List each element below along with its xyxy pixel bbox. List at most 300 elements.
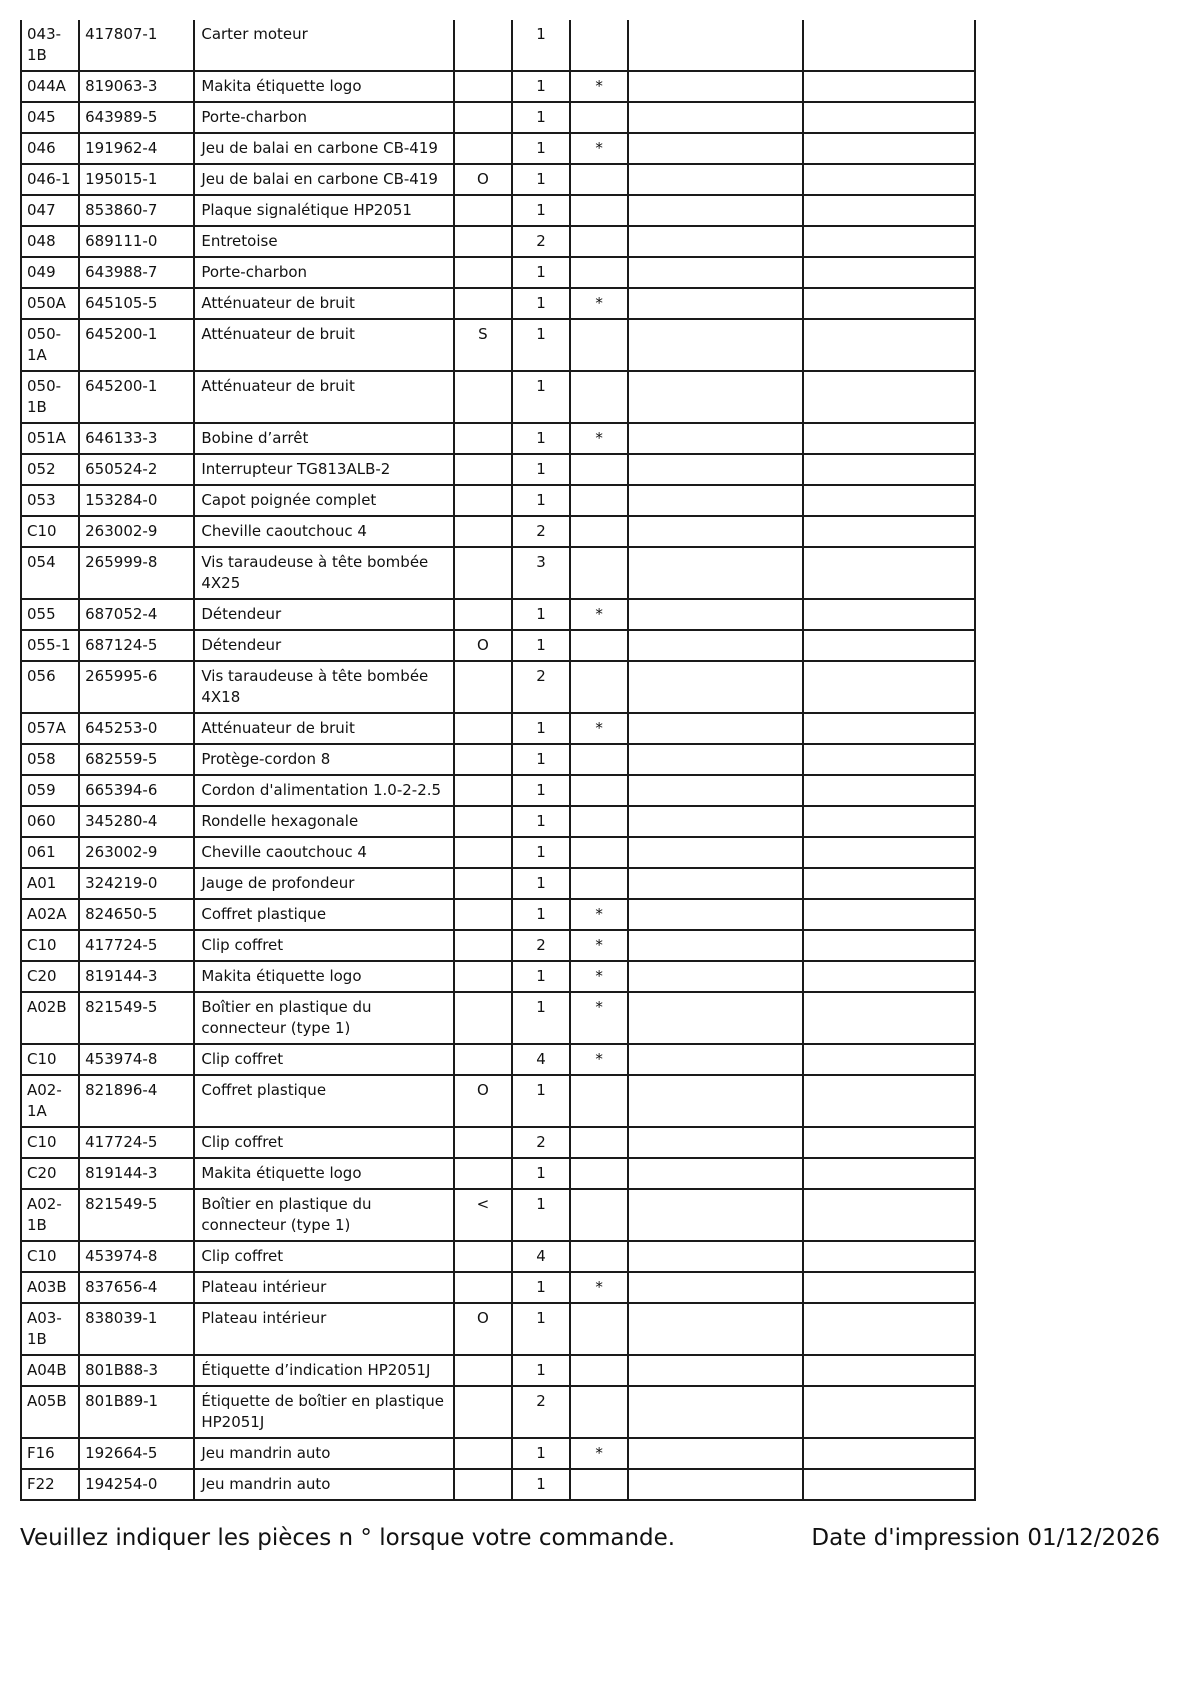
quantity-cell: 2 — [512, 661, 570, 713]
description-cell: Plateau intérieur — [194, 1303, 453, 1355]
mark-cell — [570, 102, 628, 133]
item-number-cell: A05B — [21, 1386, 79, 1438]
part-number-cell: 265995-6 — [79, 661, 194, 713]
note-cell — [454, 195, 512, 226]
description-cell: Porte-charbon — [194, 102, 453, 133]
part-number-cell: 687124-5 — [79, 630, 194, 661]
table-row — [21, 423, 975, 454]
description-cell: Atténuateur de bruit — [194, 319, 453, 371]
mark-cell — [570, 1469, 628, 1500]
item-number-cell: 058 — [21, 744, 79, 775]
quantity-cell: 1 — [512, 899, 570, 930]
quantity-cell: 1 — [512, 806, 570, 837]
quantity-cell: 1 — [512, 164, 570, 195]
item-number-cell: A04B — [21, 1355, 79, 1386]
item-number-cell: 056 — [21, 661, 79, 713]
empty-cell — [628, 1272, 802, 1303]
description-cell: Clip coffret — [194, 1241, 453, 1272]
table-row — [21, 1272, 975, 1303]
empty-cell — [628, 899, 802, 930]
item-number-cell: 057A — [21, 713, 79, 744]
note-cell — [454, 1044, 512, 1075]
description-cell: Coffret plastique — [194, 899, 453, 930]
empty-cell — [628, 20, 802, 71]
note-cell — [454, 775, 512, 806]
table-row — [21, 992, 975, 1044]
note-cell: O — [454, 630, 512, 661]
note-cell: < — [454, 1189, 512, 1241]
part-number-cell: 682559-5 — [79, 744, 194, 775]
note-cell — [454, 1438, 512, 1469]
note-cell — [454, 599, 512, 630]
note-cell — [454, 661, 512, 713]
part-number-cell: 801B89-1 — [79, 1386, 194, 1438]
order-note: Veuillez indiquer les pièces n ° lorsque votre commande. — [20, 1525, 676, 1551]
quantity-cell: 1 — [512, 71, 570, 102]
table-row — [21, 133, 975, 164]
item-number-cell: C10 — [21, 930, 79, 961]
table-row — [21, 1158, 975, 1189]
item-number-cell: C10 — [21, 1241, 79, 1272]
description-cell: Atténuateur de bruit — [194, 371, 453, 423]
description-cell: Clip coffret — [194, 1127, 453, 1158]
part-number-cell: 643989-5 — [79, 102, 194, 133]
table-row — [21, 1469, 975, 1500]
item-number-cell: 055-1 — [21, 630, 79, 661]
description-cell: Détendeur — [194, 630, 453, 661]
empty-cell — [628, 1158, 802, 1189]
quantity-cell: 1 — [512, 133, 570, 164]
item-number-cell: 050A — [21, 288, 79, 319]
note-cell — [454, 485, 512, 516]
empty-cell — [628, 661, 802, 713]
quantity-cell: 1 — [512, 599, 570, 630]
empty-cell — [628, 454, 802, 485]
empty-cell — [628, 71, 802, 102]
description-cell: Coffret plastique — [194, 1075, 453, 1127]
part-number-cell: 838039-1 — [79, 1303, 194, 1355]
quantity-cell: 1 — [512, 1469, 570, 1500]
item-number-cell: 061 — [21, 837, 79, 868]
note-cell — [454, 71, 512, 102]
table-row — [21, 599, 975, 630]
table-row — [21, 164, 975, 195]
note-cell — [454, 547, 512, 599]
quantity-cell: 1 — [512, 1355, 570, 1386]
empty-cell — [803, 1272, 975, 1303]
part-number-cell: 263002-9 — [79, 516, 194, 547]
empty-cell — [628, 102, 802, 133]
item-number-cell: 055 — [21, 599, 79, 630]
empty-cell — [803, 661, 975, 713]
description-cell: Boîtier en plastique du connecteur (type 1) — [194, 992, 453, 1044]
table-row — [21, 516, 975, 547]
empty-cell — [628, 713, 802, 744]
description-cell: Jauge de profondeur — [194, 868, 453, 899]
description-cell: Étiquette d’indication HP2051J — [194, 1355, 453, 1386]
mark-cell: * — [570, 961, 628, 992]
mark-cell — [570, 20, 628, 71]
table-row — [21, 1386, 975, 1438]
empty-cell — [803, 164, 975, 195]
description-cell: Atténuateur de bruit — [194, 288, 453, 319]
item-number-cell: A03-1B — [21, 1303, 79, 1355]
table-row — [21, 319, 975, 371]
mark-cell — [570, 516, 628, 547]
table-row — [21, 547, 975, 599]
print-date: Date d'impression 01/12/2026 — [811, 1525, 1160, 1551]
empty-cell — [628, 744, 802, 775]
note-cell — [454, 454, 512, 485]
quantity-cell: 3 — [512, 547, 570, 599]
empty-cell — [803, 1189, 975, 1241]
quantity-cell: 1 — [512, 868, 570, 899]
mark-cell: * — [570, 899, 628, 930]
description-cell: Boîtier en plastique du connecteur (type 1) — [194, 1189, 453, 1241]
empty-cell — [803, 961, 975, 992]
mark-cell: * — [570, 288, 628, 319]
description-cell: Interrupteur TG813ALB-2 — [194, 454, 453, 485]
empty-cell — [803, 1044, 975, 1075]
description-cell: Plaque signalétique HP2051 — [194, 195, 453, 226]
note-cell — [454, 20, 512, 71]
empty-cell — [628, 961, 802, 992]
mark-cell — [570, 485, 628, 516]
quantity-cell: 1 — [512, 288, 570, 319]
mark-cell — [570, 661, 628, 713]
empty-cell — [803, 713, 975, 744]
part-number-cell: 853860-7 — [79, 195, 194, 226]
quantity-cell: 1 — [512, 713, 570, 744]
item-number-cell: 053 — [21, 485, 79, 516]
empty-cell — [803, 1241, 975, 1272]
empty-cell — [803, 226, 975, 257]
quantity-cell: 1 — [512, 1075, 570, 1127]
item-number-cell: F16 — [21, 1438, 79, 1469]
note-cell — [454, 516, 512, 547]
note-cell: S — [454, 319, 512, 371]
empty-cell — [803, 71, 975, 102]
description-cell: Clip coffret — [194, 1044, 453, 1075]
item-number-cell: 044A — [21, 71, 79, 102]
note-cell — [454, 930, 512, 961]
empty-cell — [803, 195, 975, 226]
mark-cell — [570, 1189, 628, 1241]
item-number-cell: 052 — [21, 454, 79, 485]
empty-cell — [628, 806, 802, 837]
quantity-cell: 1 — [512, 1303, 570, 1355]
mark-cell: * — [570, 930, 628, 961]
table-row — [21, 1075, 975, 1127]
mark-cell — [570, 547, 628, 599]
table-row — [21, 868, 975, 899]
empty-cell — [803, 806, 975, 837]
mark-cell: * — [570, 713, 628, 744]
item-number-cell: A02A — [21, 899, 79, 930]
part-number-cell: 417807-1 — [79, 20, 194, 71]
empty-cell — [628, 547, 802, 599]
item-number-cell: C10 — [21, 516, 79, 547]
empty-cell — [803, 868, 975, 899]
part-number-cell: 265999-8 — [79, 547, 194, 599]
mark-cell — [570, 837, 628, 868]
empty-cell — [803, 102, 975, 133]
empty-cell — [628, 630, 802, 661]
table-row — [21, 1241, 975, 1272]
table-row — [21, 1044, 975, 1075]
part-number-cell: 821549-5 — [79, 992, 194, 1044]
note-cell — [454, 133, 512, 164]
mark-cell — [570, 744, 628, 775]
note-cell: O — [454, 1303, 512, 1355]
parts-table — [20, 20, 976, 1501]
empty-cell — [803, 837, 975, 868]
description-cell: Jeu de balai en carbone CB-419 — [194, 164, 453, 195]
item-number-cell: 059 — [21, 775, 79, 806]
part-number-cell: 689111-0 — [79, 226, 194, 257]
empty-cell — [628, 1075, 802, 1127]
mark-cell — [570, 1303, 628, 1355]
empty-cell — [803, 257, 975, 288]
quantity-cell: 2 — [512, 1386, 570, 1438]
empty-cell — [628, 1355, 802, 1386]
table-row — [21, 961, 975, 992]
item-number-cell: 050-1A — [21, 319, 79, 371]
part-number-cell: 801B88-3 — [79, 1355, 194, 1386]
table-row — [21, 930, 975, 961]
table-row — [21, 899, 975, 930]
description-cell: Atténuateur de bruit — [194, 713, 453, 744]
table-row — [21, 1189, 975, 1241]
empty-cell — [803, 516, 975, 547]
description-cell: Protège-cordon 8 — [194, 744, 453, 775]
item-number-cell: C10 — [21, 1044, 79, 1075]
item-number-cell: 051A — [21, 423, 79, 454]
empty-cell — [628, 485, 802, 516]
description-cell: Makita étiquette logo — [194, 71, 453, 102]
mark-cell — [570, 164, 628, 195]
mark-cell — [570, 806, 628, 837]
table-row — [21, 661, 975, 713]
item-number-cell: F22 — [21, 1469, 79, 1500]
table-row — [21, 806, 975, 837]
mark-cell: * — [570, 71, 628, 102]
description-cell: Makita étiquette logo — [194, 1158, 453, 1189]
item-number-cell: 046-1 — [21, 164, 79, 195]
part-number-cell: 819063-3 — [79, 71, 194, 102]
mark-cell — [570, 1355, 628, 1386]
empty-cell — [803, 288, 975, 319]
empty-cell — [628, 257, 802, 288]
empty-cell — [803, 744, 975, 775]
description-cell: Cordon d'alimentation 1.0-2-2.5 — [194, 775, 453, 806]
empty-cell — [628, 775, 802, 806]
item-number-cell: C10 — [21, 1127, 79, 1158]
note-cell — [454, 744, 512, 775]
quantity-cell: 1 — [512, 1189, 570, 1241]
item-number-cell: 060 — [21, 806, 79, 837]
empty-cell — [803, 992, 975, 1044]
mark-cell — [570, 454, 628, 485]
quantity-cell: 1 — [512, 485, 570, 516]
empty-cell — [803, 1438, 975, 1469]
table-row — [21, 485, 975, 516]
empty-cell — [803, 547, 975, 599]
mark-cell: * — [570, 599, 628, 630]
table-row — [21, 454, 975, 485]
part-number-cell: 687052-4 — [79, 599, 194, 630]
description-cell: Bobine d’arrêt — [194, 423, 453, 454]
note-cell — [454, 371, 512, 423]
item-number-cell: 050-1B — [21, 371, 79, 423]
description-cell: Capot poignée complet — [194, 485, 453, 516]
empty-cell — [803, 371, 975, 423]
table-row — [21, 837, 975, 868]
part-number-cell: 645200-1 — [79, 371, 194, 423]
empty-cell — [803, 1075, 975, 1127]
mark-cell — [570, 1241, 628, 1272]
empty-cell — [803, 454, 975, 485]
part-number-cell: 645200-1 — [79, 319, 194, 371]
quantity-cell: 1 — [512, 319, 570, 371]
description-cell: Étiquette de boîtier en plastique HP2051J — [194, 1386, 453, 1438]
mark-cell — [570, 319, 628, 371]
part-number-cell: 453974-8 — [79, 1044, 194, 1075]
quantity-cell: 1 — [512, 992, 570, 1044]
empty-cell — [628, 516, 802, 547]
item-number-cell: 048 — [21, 226, 79, 257]
empty-cell — [628, 1438, 802, 1469]
quantity-cell: 1 — [512, 195, 570, 226]
quantity-cell: 1 — [512, 961, 570, 992]
description-cell: Vis taraudeuse à tête bombée 4X18 — [194, 661, 453, 713]
empty-cell — [628, 837, 802, 868]
note-cell — [454, 899, 512, 930]
empty-cell — [803, 1469, 975, 1500]
part-number-cell: 650524-2 — [79, 454, 194, 485]
item-number-cell: 047 — [21, 195, 79, 226]
quantity-cell: 2 — [512, 516, 570, 547]
table-row — [21, 775, 975, 806]
empty-cell — [628, 423, 802, 454]
item-number-cell: A02-1A — [21, 1075, 79, 1127]
table-row — [21, 744, 975, 775]
mark-cell — [570, 1127, 628, 1158]
mark-cell — [570, 257, 628, 288]
mark-cell — [570, 775, 628, 806]
mark-cell: * — [570, 992, 628, 1044]
empty-cell — [628, 930, 802, 961]
note-cell — [454, 288, 512, 319]
table-row — [21, 102, 975, 133]
mark-cell — [570, 1386, 628, 1438]
quantity-cell: 1 — [512, 371, 570, 423]
description-cell: Cheville caoutchouc 4 — [194, 516, 453, 547]
empty-cell — [803, 133, 975, 164]
empty-cell — [628, 599, 802, 630]
description-cell: Vis taraudeuse à tête bombée 4X25 — [194, 547, 453, 599]
quantity-cell: 1 — [512, 775, 570, 806]
table-row — [21, 1438, 975, 1469]
part-number-cell: 643988-7 — [79, 257, 194, 288]
note-cell — [454, 713, 512, 744]
empty-cell — [803, 319, 975, 371]
empty-cell — [803, 485, 975, 516]
note-cell — [454, 961, 512, 992]
mark-cell — [570, 195, 628, 226]
item-number-cell: A03B — [21, 1272, 79, 1303]
table-row — [21, 71, 975, 102]
part-number-cell: 645253-0 — [79, 713, 194, 744]
description-cell: Rondelle hexagonale — [194, 806, 453, 837]
item-number-cell: C20 — [21, 1158, 79, 1189]
quantity-cell: 1 — [512, 102, 570, 133]
quantity-cell: 1 — [512, 1438, 570, 1469]
description-cell: Carter moteur — [194, 20, 453, 71]
table-row — [21, 1303, 975, 1355]
mark-cell — [570, 1075, 628, 1127]
empty-cell — [628, 226, 802, 257]
part-number-cell: 821896-4 — [79, 1075, 194, 1127]
empty-cell — [803, 423, 975, 454]
item-number-cell: A01 — [21, 868, 79, 899]
mark-cell: * — [570, 1272, 628, 1303]
table-row — [21, 20, 975, 71]
table-row — [21, 371, 975, 423]
empty-cell — [803, 930, 975, 961]
table-row — [21, 257, 975, 288]
quantity-cell: 1 — [512, 837, 570, 868]
part-number-cell: 819144-3 — [79, 961, 194, 992]
note-cell — [454, 1355, 512, 1386]
quantity-cell: 1 — [512, 1272, 570, 1303]
note-cell — [454, 806, 512, 837]
mark-cell — [570, 226, 628, 257]
description-cell: Détendeur — [194, 599, 453, 630]
item-number-cell: 054 — [21, 547, 79, 599]
mark-cell — [570, 868, 628, 899]
empty-cell — [628, 1127, 802, 1158]
note-cell — [454, 868, 512, 899]
part-number-cell: 345280-4 — [79, 806, 194, 837]
part-number-cell: 645105-5 — [79, 288, 194, 319]
mark-cell — [570, 630, 628, 661]
item-number-cell: A02-1B — [21, 1189, 79, 1241]
empty-cell — [628, 1469, 802, 1500]
item-number-cell: 049 — [21, 257, 79, 288]
description-cell: Plateau intérieur — [194, 1272, 453, 1303]
empty-cell — [628, 1303, 802, 1355]
note-cell — [454, 1127, 512, 1158]
note-cell — [454, 257, 512, 288]
description-cell: Clip coffret — [194, 930, 453, 961]
item-number-cell: C20 — [21, 961, 79, 992]
mark-cell: * — [570, 133, 628, 164]
quantity-cell: 4 — [512, 1044, 570, 1075]
quantity-cell: 1 — [512, 630, 570, 661]
note-cell — [454, 1469, 512, 1500]
description-cell: Jeu mandrin auto — [194, 1469, 453, 1500]
quantity-cell: 1 — [512, 20, 570, 71]
description-cell: Entretoise — [194, 226, 453, 257]
part-number-cell: 665394-6 — [79, 775, 194, 806]
empty-cell — [628, 164, 802, 195]
empty-cell — [628, 868, 802, 899]
mark-cell — [570, 371, 628, 423]
empty-cell — [628, 195, 802, 226]
empty-cell — [803, 630, 975, 661]
empty-cell — [803, 899, 975, 930]
